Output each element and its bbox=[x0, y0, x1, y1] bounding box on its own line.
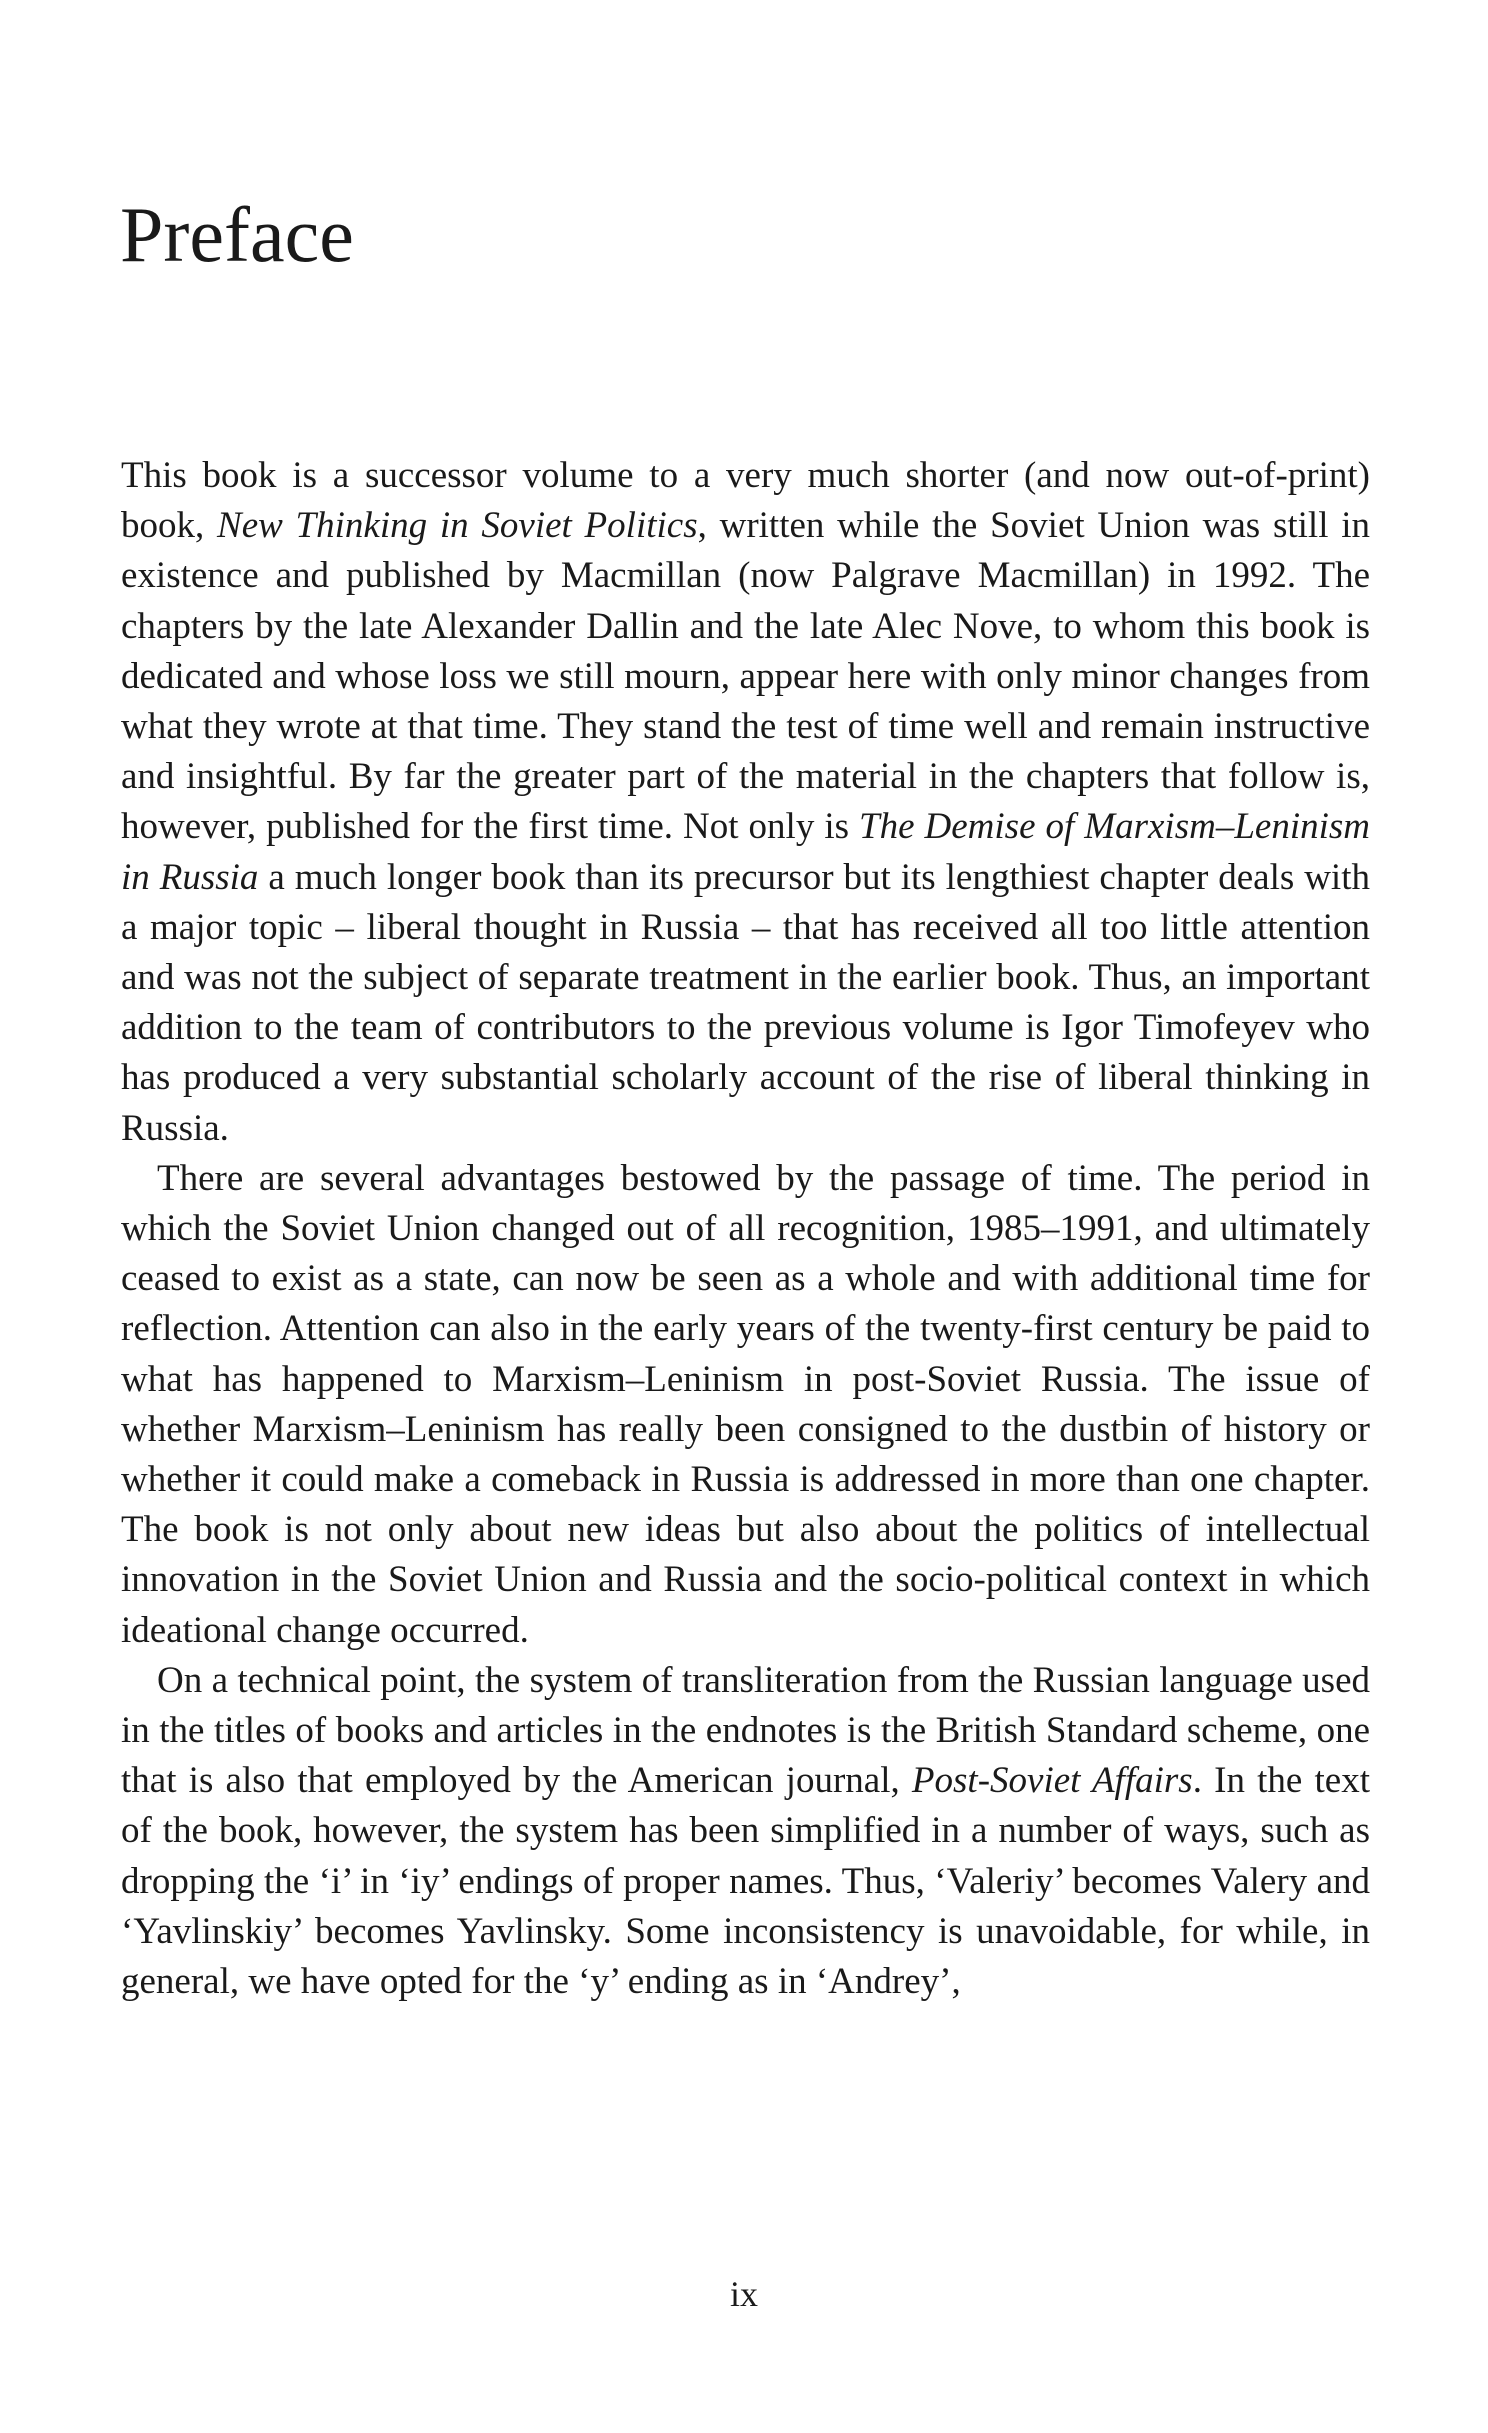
italic-title: New Thinking in Soviet Politics bbox=[217, 505, 698, 547]
page-number: ix bbox=[729, 2274, 758, 2314]
text-run: . In the text of the book, however, the system has been simplified in a number of ways, such as dropping the ‘i’ in ‘iy’ endings of proper names. Thus, ‘Valeriy’ becomes Valery and ‘Yavlinskiy’ becomes Yavlinsky. Some inconsistency is unavoidable, for while, in general, we have opted for the ‘y’ ending as in ‘Andrey’, bbox=[121, 1760, 1371, 2003]
paragraph bbox=[121, 451, 1370, 1154]
italic-title: The Demise of Marxism–Leninism in Russia bbox=[121, 806, 1370, 898]
text-run: a much longer book than its precursor but its lengthiest chapter deals with a major topic – liberal thought in Russia – that has received all too little attention and was not the subject of separate treatment in the earlier book. Thus, an important addition to the team of contributors to the previous volume is Igor Timofeyev who has produced a very substantial scholarly account of the rise of liberal thinking in Russia. bbox=[121, 856, 1370, 1149]
text-run: There are several advantages bestowed by the passage of time. The period in which the Soviet Union changed out of all recognition, 1985–1991, and ultimately ceased to exist as a state, can now be seen as a whole and with additional time for reflection. Attention can also in the early years of the twenty-first century be paid to what has happened to Marxism–Leninism in post-Soviet Russia. The issue of whether Marxism–Leninism has really been consigned to the dustbin of history or whether it could make a comeback in Russia is addressed in more than one chapter. The book is not only about new ideas but also about the politics of intellectual innovation in the Soviet Union and Russia and the socio-political context in which ideational change occurred. bbox=[121, 1157, 1370, 1651]
paragraph bbox=[121, 1154, 1370, 1656]
paragraph bbox=[121, 1656, 1370, 2007]
text-run: This book is a successor volume to a very much shorter (and now out-of-print) book, bbox=[121, 455, 1370, 547]
text-run: On a technical point, the system of transliteration from the Russian language used in the titles of books and articles in the endnotes is the British Standard scheme, one that is also that employed by the American journal, bbox=[121, 1659, 1370, 1802]
page-title: Preface bbox=[120, 191, 354, 278]
text-run: , written while the Soviet Union was still in existence and published by Macmillan (now Palgrave Macmillan) in 1992. The chapters by the late Alexander Dallin and the late Alec Nove, to whom this book is dedicated and whose loss we still mourn, appear here with only minor changes from what they wrote at that time. They stand the test of time well and remain instructive and insightful. By far the greater part of the material in the chapters that follow is, however, published for the first time. Not only is bbox=[121, 505, 1371, 848]
body-text bbox=[121, 451, 1370, 2007]
italic-title: Post-Soviet Affairs bbox=[911, 1760, 1193, 1802]
